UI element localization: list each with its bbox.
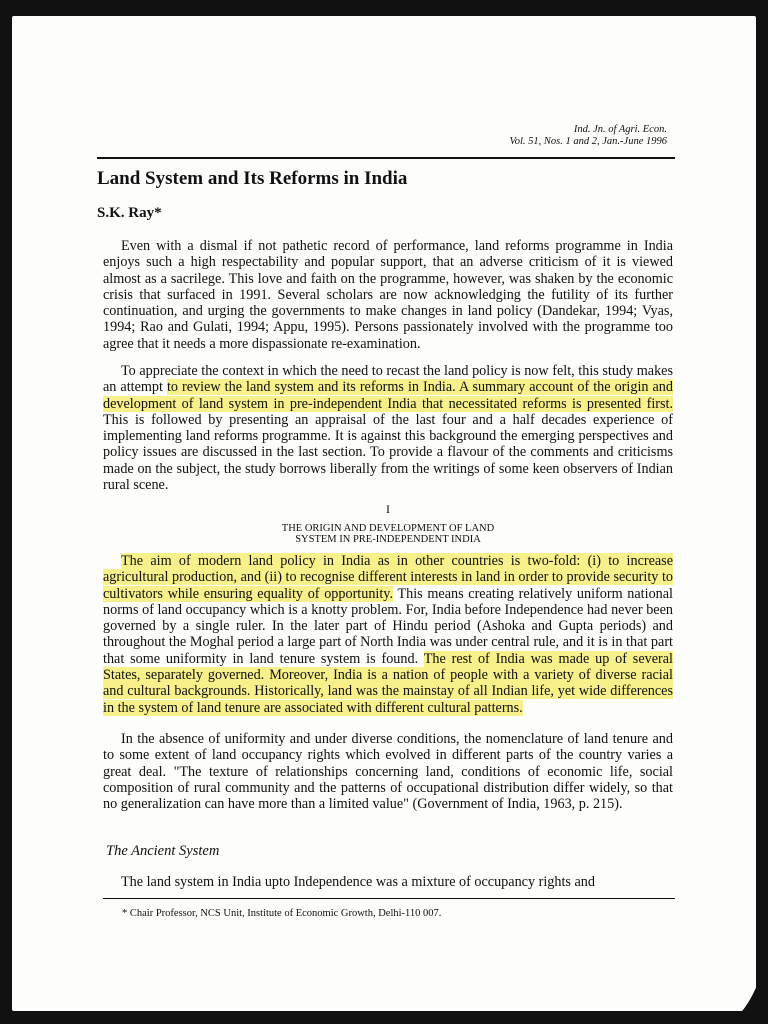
section-paragraph-1	[103, 553, 673, 716]
article-title: Land System and Its Reforms in India	[97, 168, 408, 189]
intro-p2-text-a: To appreciate the context in which the need to recast the land policy is now felt, this study makes an attempt	[103, 363, 673, 396]
section-heading-line-1: THE ORIGIN AND DEVELOPMENT OF LAND	[281, 523, 495, 534]
section-p2-text: In the absence of uniformity and under diverse conditions, the nomenclature of land tenure and to some extent of land occupancy rights which evolved in different parts of the country varies a great deal. "The texture of relationships concerning land, conditions of economic life, social composition of rural community and the patterns of occupational distribution differ widely, so that no generalization can have more than a limited value" (Government of India, 1963, p. 215).	[103, 731, 673, 813]
intro-paragraph-2	[103, 363, 673, 493]
section-p1-text-b: This means creating relatively uniform national norms of land occupancy which is a knotty problem. For, India before Independence had never been governed by a single ruler. In the later part of Hindu period (Ashoka and Gupta periods) and throughout the Moghal period a large part of North India was under central rule, and it is in that part that some uniformity in land tenure system is found.	[103, 585, 673, 667]
journal-citation	[510, 124, 668, 148]
scan-top-border	[0, 0, 768, 16]
journal-line-2: Vol. 51, Nos. 1 and 2, Jan.-June 1996	[509, 136, 667, 147]
section-paragraph-3	[103, 874, 673, 890]
article-author: S.K. Ray*	[97, 205, 162, 221]
footnote-rule	[103, 898, 675, 899]
highlight-passage-1: to review the land system and its reforms in India. A summary account of the origin and development of land system in pre-independent India that necessitated reforms is presented first.	[103, 379, 673, 412]
page-curl-shadow	[728, 944, 768, 1024]
section-paragraph-2	[103, 731, 673, 812]
section-number: I	[386, 502, 390, 516]
journal-line-1: Ind. Jn. of Agri. Econ.	[573, 124, 667, 135]
footnote: * Chair Professor, NCS Unit, Institute of Economic Growth, Delhi-110 007.	[122, 908, 442, 919]
section-heading-line-2: SYSTEM IN PRE-INDEPENDENT INDIA	[295, 534, 481, 545]
subsection-heading: The Ancient System	[106, 843, 220, 859]
intro-p1-text: Even with a dismal if not pathetic record of performance, land reforms programme in India enjoys such a high respectability and popular support, that an adverse criticism of it is viewed almost as a sacrilege. This love and faith on the programme, however, was shaken by the economic crisis that surfaced in 1991. Several scholars are now acknowledging the futility of its further continuation, and urging the governments to make changes in land policy (Dandekar, 1994; Vyas, 1994; Rao and Gulati, 1994; Appu, 1995). Persons passionately involved with the programme too agree that it needs a more dispassionate re-examination.	[103, 238, 673, 352]
title-rule	[97, 157, 675, 159]
section-p3-text: The land system in India upto Independence was a mixture of occupancy rights and	[121, 874, 595, 890]
intro-p2-text-c: This is followed by presenting an appraisal of the last four and a half decades experience of implementing land reforms programme. It is against this background the emerging perspectives and policy issues are discussed in the last section. To provide a flavour of the comments and criticisms made on the subject, the study borrows liberally from the writings of some keen observers of Indian rural scene.	[103, 411, 673, 494]
section-heading	[103, 523, 673, 545]
intro-paragraph-1	[103, 238, 673, 352]
highlight-passage-3: The rest of India was made up of several States, separately governed. Moreover, India is a nation of people with a variety of diverse racial and cultural backgrounds. Historically, land was the mainstay of all Indian life, yet wide differences in the system of land tenure are associated with different cultural patterns.	[103, 650, 673, 716]
highlight-passage-2: The aim of modern land policy in India as in other countries is two-fold: (i) to increase agricultural production, and (ii) to recognise different interests in land in order to provide security to cultivators while ensuring equality of opportunity.	[103, 553, 673, 602]
